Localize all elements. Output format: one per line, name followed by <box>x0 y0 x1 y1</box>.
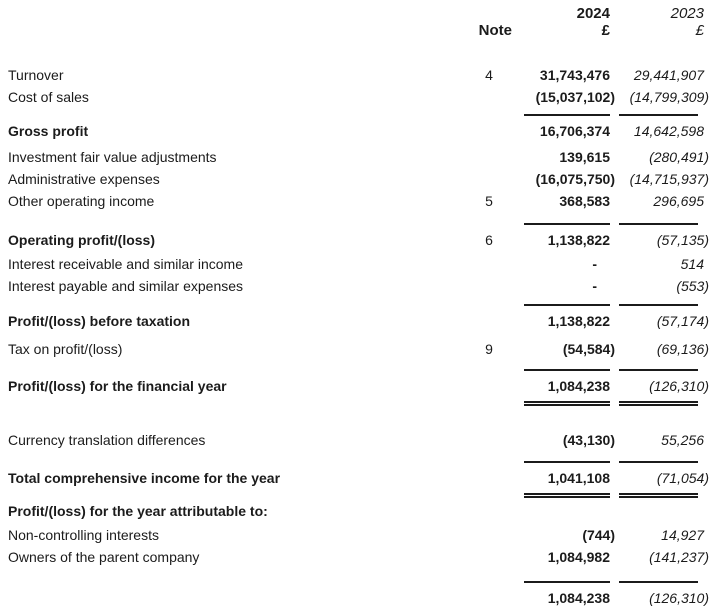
total-rule <box>8 369 704 371</box>
value-2024: (43,130) <box>562 432 615 448</box>
row-operating-profit-loss <box>8 229 709 251</box>
row-label: Other operating income <box>8 193 155 209</box>
column-header-labels <box>8 22 704 40</box>
column-header-2024: 2024 <box>576 5 610 22</box>
row-label: Currency translation differences <box>8 432 206 448</box>
value-2023: (553) <box>676 278 709 294</box>
row-interest-receivable <box>8 253 704 275</box>
value-2023: 55,256 <box>661 432 704 448</box>
row-label: Non-controlling interests <box>8 527 159 543</box>
value-2024: 1,041,108 <box>547 470 610 486</box>
note-ref: 4 <box>485 67 493 83</box>
row-label: Total comprehensive income for the year <box>8 470 281 486</box>
section-heading: Profit/(loss) for the year attributable to: <box>8 503 268 519</box>
double-rule <box>8 493 704 498</box>
column-header-currency-2024: £ <box>601 22 610 39</box>
row-attributable-total <box>8 587 709 609</box>
value-2023: 14,642,598 <box>633 123 704 139</box>
value-2023: 29,441,907 <box>633 67 704 83</box>
row-owners-of-parent <box>8 546 709 568</box>
value-2024: 1,084,982 <box>547 549 610 565</box>
value-2023: 14,927 <box>661 527 704 543</box>
row-label: Profit/(loss) for the financial year <box>8 378 227 394</box>
value-2024: 1,084,238 <box>547 590 610 606</box>
value-2023: (141,237) <box>649 549 709 565</box>
row-label: Interest payable and similar expenses <box>8 278 244 294</box>
value-2023: (14,715,937) <box>629 171 709 187</box>
row-investment-fair-value-adjustments <box>8 146 709 168</box>
note-ref: 9 <box>485 341 493 357</box>
value-2024: - <box>592 278 597 294</box>
row-label: Interest receivable and similar income <box>8 256 243 272</box>
row-other-operating-income <box>8 190 704 212</box>
total-rule <box>8 223 704 225</box>
value-2023: (57,174) <box>656 313 709 329</box>
row-gross-profit <box>8 120 704 142</box>
value-2024: 1,138,822 <box>547 232 610 248</box>
note-ref: 5 <box>485 193 493 209</box>
row-attributable-heading <box>8 500 704 522</box>
value-2023: (14,799,309) <box>629 89 709 105</box>
row-label: Gross profit <box>8 123 89 139</box>
column-header-currency-2023: £ <box>695 22 704 39</box>
row-turnover <box>8 64 704 86</box>
value-2024: (54,584) <box>562 341 615 357</box>
total-rule <box>8 304 704 306</box>
row-non-controlling-interests <box>8 524 704 546</box>
value-2023: 296,695 <box>653 193 704 209</box>
value-2024: 368,583 <box>559 193 610 209</box>
value-2024: 31,743,476 <box>539 67 610 83</box>
row-interest-payable <box>8 275 709 297</box>
row-profit-loss-before-taxation <box>8 310 709 332</box>
row-administrative-expenses <box>8 168 709 190</box>
value-2024: (16,075,750) <box>535 171 615 187</box>
total-rule <box>8 581 704 583</box>
row-label: Turnover <box>8 67 64 83</box>
value-2024: (744) <box>582 527 615 543</box>
note-ref: 6 <box>485 232 493 248</box>
row-profit-loss-for-financial-year <box>8 375 709 397</box>
row-currency-translation-differences <box>8 429 704 451</box>
value-2024: 1,084,238 <box>547 378 610 394</box>
value-2024: 139,615 <box>559 149 610 165</box>
total-rule <box>8 461 704 463</box>
value-2024: 1,138,822 <box>547 313 610 329</box>
row-label: Investment fair value adjustments <box>8 149 217 165</box>
row-label: Tax on profit/(loss) <box>8 341 123 357</box>
row-label: Cost of sales <box>8 89 89 105</box>
row-label: Administrative expenses <box>8 171 160 187</box>
value-2023: (126,310) <box>649 590 709 606</box>
row-label: Profit/(loss) before taxation <box>8 313 191 329</box>
value-2023: (57,135) <box>656 232 709 248</box>
row-cost-of-sales <box>8 86 709 108</box>
column-header-note: Note <box>478 22 512 39</box>
value-2023: (126,310) <box>649 378 709 394</box>
value-2024: 16,706,374 <box>539 123 610 139</box>
column-header-2023: 2023 <box>670 5 704 22</box>
value-2024: - <box>592 256 597 272</box>
row-label: Owners of the parent company <box>8 549 200 565</box>
value-2023: (69,136) <box>656 341 709 357</box>
total-rule <box>8 114 704 116</box>
row-label: Operating profit/(loss) <box>8 232 155 248</box>
row-total-comprehensive-income <box>8 467 709 489</box>
value-2023: (71,054) <box>656 470 709 486</box>
value-2023: 514 <box>680 256 704 272</box>
column-header-years <box>8 6 704 22</box>
value-2024: (15,037,102) <box>535 89 615 105</box>
value-2023: (280,491) <box>649 149 709 165</box>
row-tax-on-profit-loss <box>8 338 709 360</box>
double-rule <box>8 401 704 406</box>
